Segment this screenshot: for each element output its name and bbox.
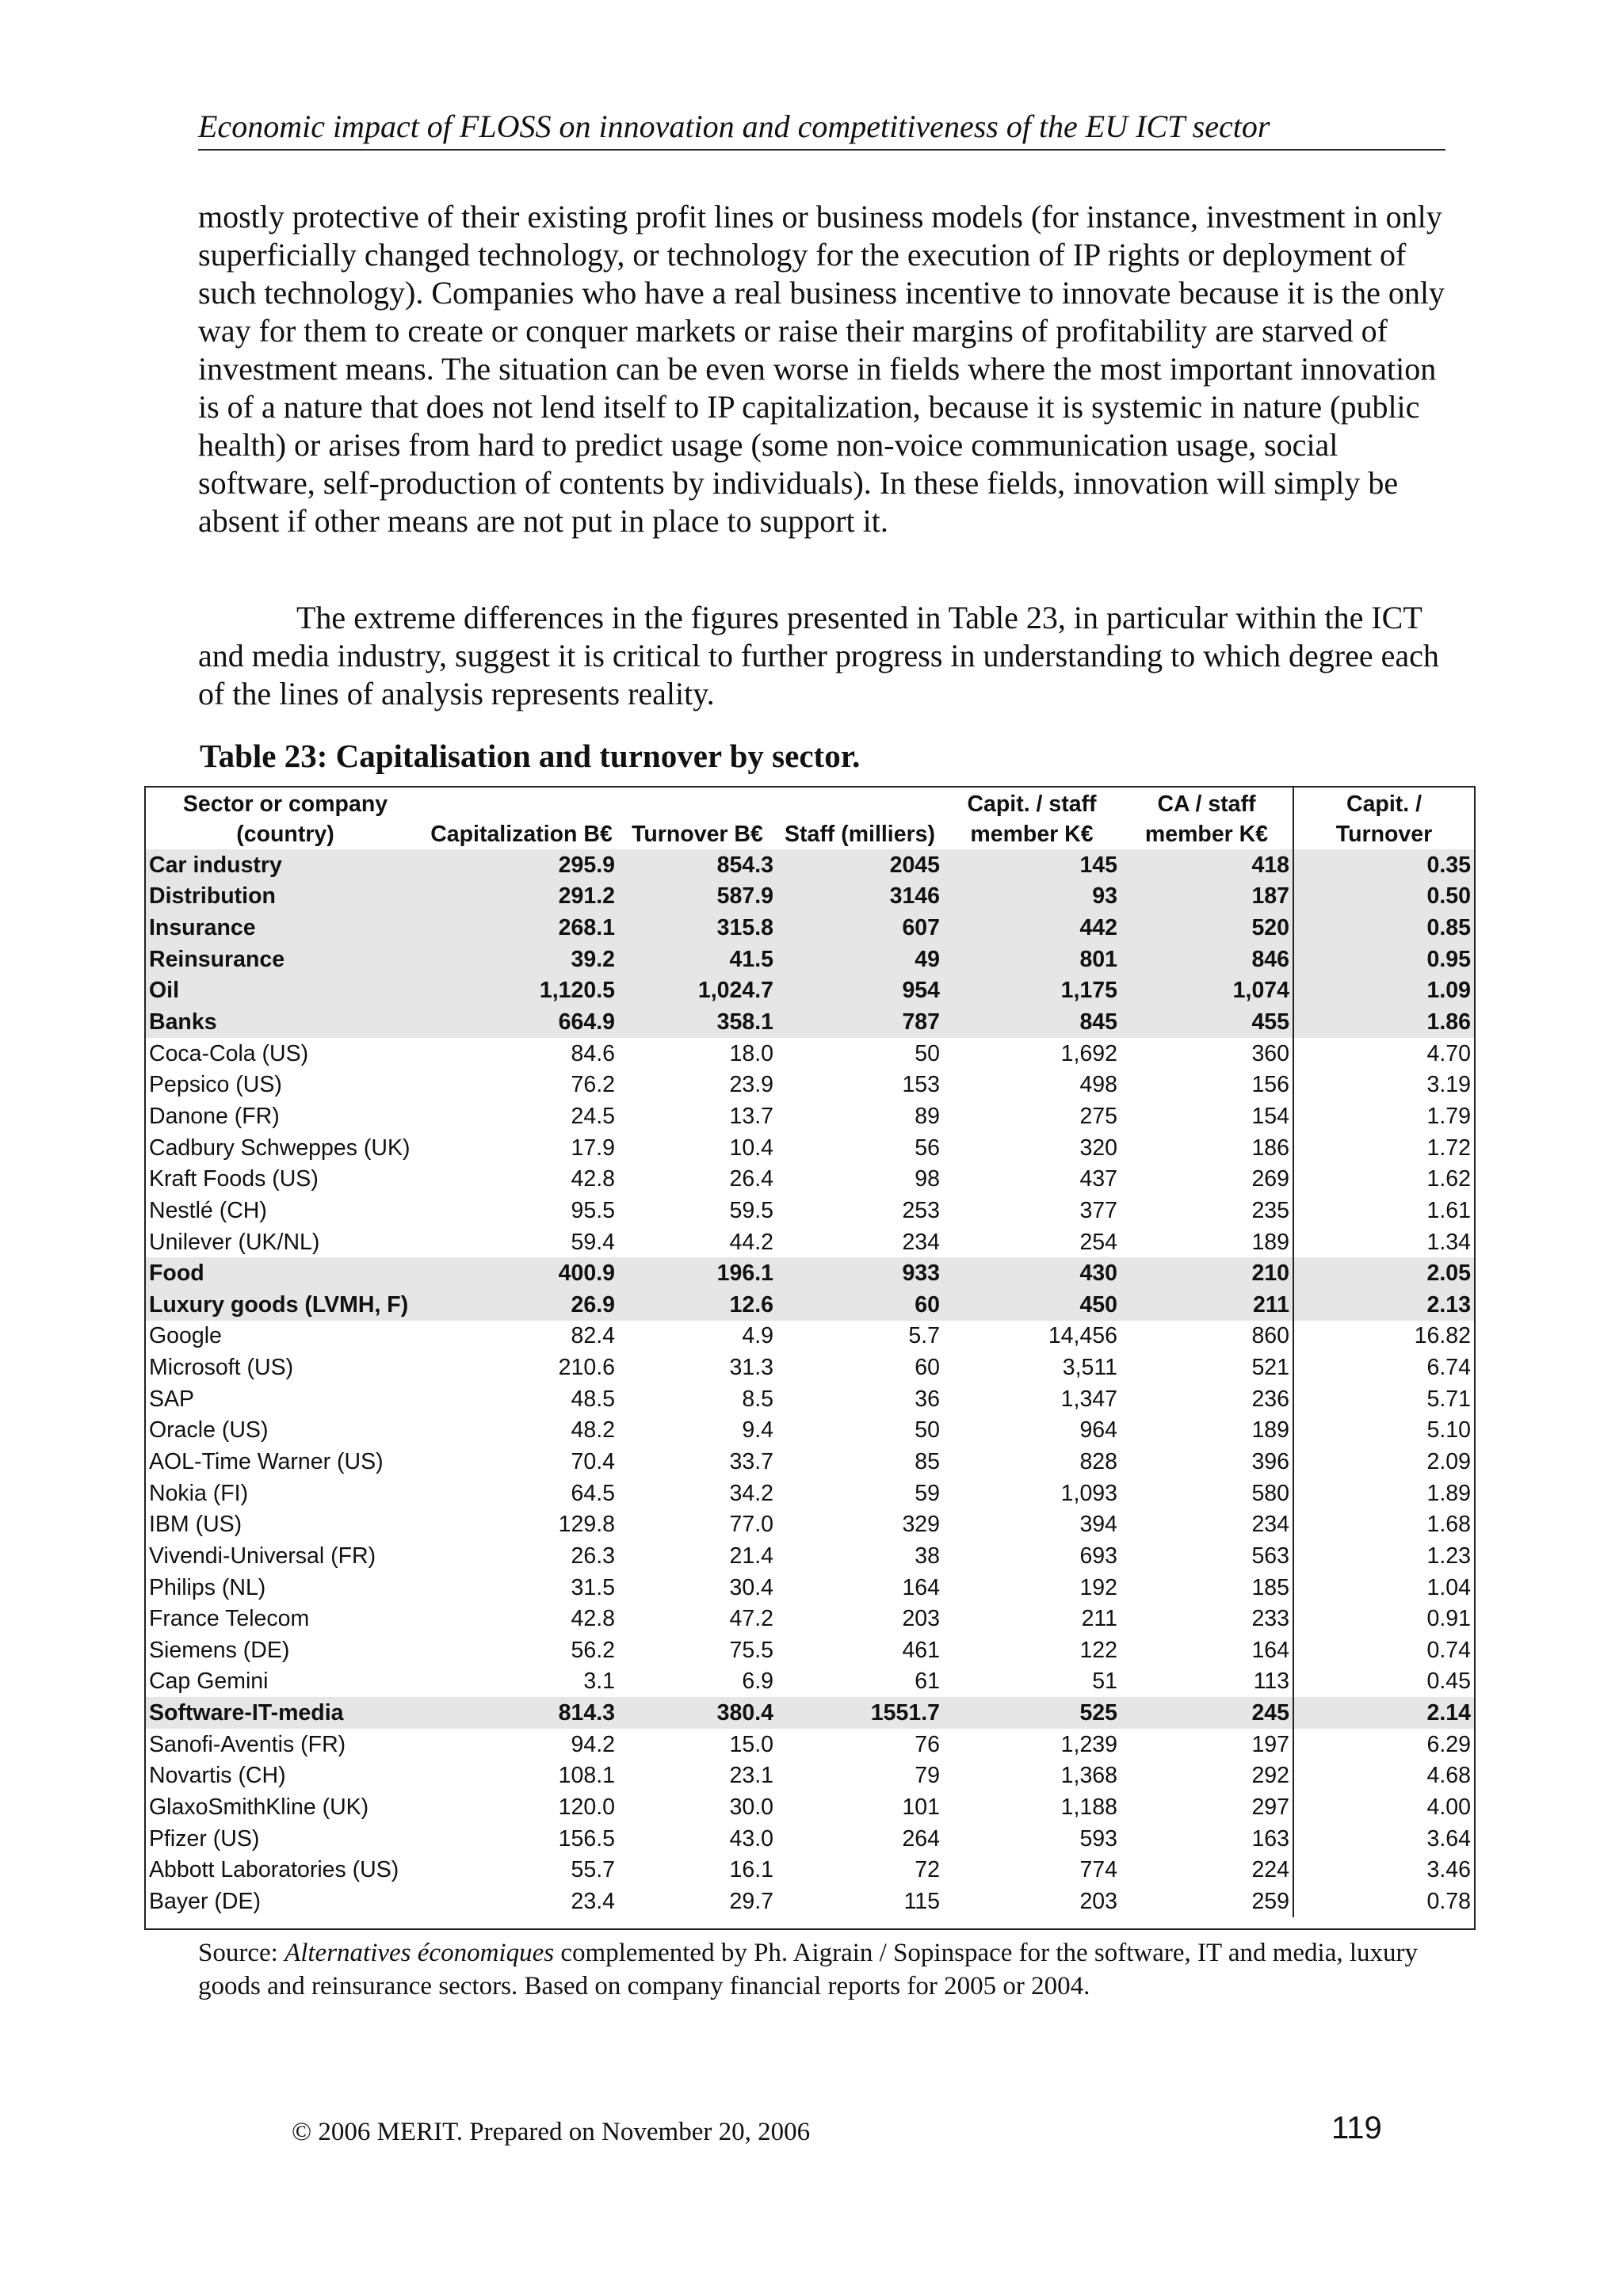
table-cell: 43.0 bbox=[729, 1825, 773, 1852]
table-cell: 5.10 bbox=[1293, 1415, 1474, 1447]
table-cell: 14,456 bbox=[1048, 1323, 1117, 1349]
table-row bbox=[146, 1729, 1474, 1760]
table-cell: 23.9 bbox=[729, 1072, 773, 1098]
row-label: GlaxoSmithKline (UK) bbox=[149, 1794, 369, 1821]
table-cell: 41.5 bbox=[618, 944, 777, 975]
table-cell: 203 bbox=[1079, 1888, 1117, 1914]
table-cell: 1,120.5 bbox=[425, 975, 618, 1007]
table-cell: 0.95 bbox=[1293, 944, 1474, 975]
table-cell: 94.2 bbox=[571, 1731, 615, 1757]
row-label: Philips (NL) bbox=[149, 1574, 266, 1600]
table-cell: 186 bbox=[1251, 1135, 1289, 1161]
table-row bbox=[146, 1446, 1474, 1478]
row-label: Luxury goods (LVMH, F) bbox=[146, 1289, 425, 1321]
row-label: IBM (US) bbox=[149, 1512, 242, 1538]
row-label: Cadbury Schweppes (UK) bbox=[149, 1135, 411, 1161]
table-cell: 61 bbox=[915, 1669, 940, 1695]
table-cell: 163 bbox=[1251, 1825, 1289, 1852]
table-cell: 234 bbox=[902, 1229, 940, 1255]
table-cell: 156.5 bbox=[558, 1825, 615, 1852]
row-label: Nokia (FI) bbox=[149, 1480, 249, 1506]
table-row bbox=[146, 1572, 1474, 1604]
table-cell: 358.1 bbox=[618, 1006, 777, 1038]
table-cell: 329 bbox=[902, 1512, 940, 1538]
table-row bbox=[146, 849, 1474, 881]
table-cell: 13.7 bbox=[729, 1103, 773, 1129]
row-label: Oil bbox=[146, 975, 425, 1007]
table-cell: 70.4 bbox=[571, 1448, 615, 1474]
table-cell: 23.1 bbox=[729, 1763, 773, 1789]
table-cell: 89 bbox=[915, 1103, 940, 1129]
table-cell: 30.0 bbox=[729, 1794, 773, 1821]
row-label: France Telecom bbox=[149, 1606, 310, 1632]
table-row bbox=[146, 1478, 1474, 1509]
column-header: Sector or company (country) bbox=[182, 791, 388, 847]
table-cell: 8.5 bbox=[742, 1386, 773, 1412]
row-label: Kraft Foods (US) bbox=[149, 1166, 319, 1192]
table-cell: 394 bbox=[1079, 1512, 1117, 1538]
table-cell: 55.7 bbox=[571, 1857, 615, 1883]
table-cell: 50 bbox=[915, 1040, 940, 1066]
table-row bbox=[146, 975, 1474, 1007]
table-cell: 76.2 bbox=[571, 1072, 615, 1098]
table-cell: 93 bbox=[943, 881, 1121, 913]
table-cell: 1,188 bbox=[1060, 1794, 1117, 1821]
table-cell: 1.62 bbox=[1293, 1163, 1474, 1195]
table-cell: 268.1 bbox=[425, 912, 618, 944]
table-cell: 854.3 bbox=[618, 849, 777, 881]
table-cell: 2.14 bbox=[1293, 1697, 1474, 1729]
body-paragraph-2: The extreme differences in the figures presented in Table 23, in particular within the ICT and media industry, suggest it is critical to further progress in understanding to which degree each of the lines of analysis represents reality. bbox=[198, 600, 1439, 711]
table-cell: 64.5 bbox=[571, 1480, 615, 1506]
table-cell: 455 bbox=[1121, 1006, 1293, 1038]
table-cell: 1,368 bbox=[1060, 1763, 1117, 1789]
table-row bbox=[146, 1603, 1474, 1634]
source-publication: Alternatives économiques bbox=[285, 1939, 555, 1967]
table-cell: 153 bbox=[902, 1072, 940, 1098]
table-cell: 587.9 bbox=[618, 881, 777, 913]
table-cell: 0.74 bbox=[1293, 1634, 1474, 1666]
row-label: Novartis (CH) bbox=[149, 1763, 286, 1789]
table-cell: 297 bbox=[1251, 1794, 1289, 1821]
row-label: Sanofi-Aventis (FR) bbox=[149, 1731, 346, 1757]
table-row bbox=[146, 1321, 1474, 1352]
table-cell: 23.4 bbox=[571, 1888, 615, 1914]
table-cell: 3146 bbox=[777, 881, 943, 913]
row-label: AOL-Time Warner (US) bbox=[149, 1448, 384, 1474]
table-cell: 211 bbox=[1081, 1606, 1117, 1632]
table-cell: 60 bbox=[915, 1355, 940, 1381]
table-cell: 1,347 bbox=[1060, 1386, 1117, 1412]
table-cell: 1.79 bbox=[1293, 1100, 1474, 1132]
table-row bbox=[146, 1289, 1474, 1321]
table-cell: 954 bbox=[777, 975, 943, 1007]
table-cell: 51 bbox=[1092, 1669, 1117, 1695]
table-cell: 814.3 bbox=[425, 1697, 618, 1729]
table-cell: 50 bbox=[915, 1417, 940, 1444]
table-cell: 185 bbox=[1251, 1574, 1289, 1600]
row-label: Coca-Cola (US) bbox=[149, 1040, 309, 1066]
table-cell: 933 bbox=[777, 1257, 943, 1289]
table-cell: 1,239 bbox=[1060, 1731, 1117, 1757]
row-label: Pepsico (US) bbox=[149, 1072, 282, 1098]
table-cell: 210 bbox=[1121, 1257, 1293, 1289]
table-cell: 377 bbox=[1079, 1197, 1117, 1223]
table-cell: 6.74 bbox=[1293, 1352, 1474, 1383]
table-cell: 21.4 bbox=[729, 1543, 773, 1569]
table-cell: 236 bbox=[1251, 1386, 1289, 1412]
table-cell: 1.89 bbox=[1293, 1478, 1474, 1509]
table-cell: 31.3 bbox=[729, 1355, 773, 1381]
table-cell: 79 bbox=[915, 1763, 940, 1789]
table-row bbox=[146, 1666, 1474, 1698]
table-cell: 442 bbox=[943, 912, 1121, 944]
table-cell: 664.9 bbox=[425, 1006, 618, 1038]
table-cell: 33.7 bbox=[729, 1448, 773, 1474]
table-cell: 30.4 bbox=[729, 1574, 773, 1600]
table-cell: 774 bbox=[1079, 1857, 1117, 1883]
table-cell: 196.1 bbox=[618, 1257, 777, 1289]
table-cell: 235 bbox=[1251, 1197, 1289, 1223]
row-label: Nestlé (CH) bbox=[149, 1197, 267, 1223]
table-cell: 860 bbox=[1251, 1323, 1289, 1349]
row-label: Danone (FR) bbox=[149, 1103, 280, 1129]
table-cell: 1,024.7 bbox=[618, 975, 777, 1007]
table-cell: 4.00 bbox=[1293, 1791, 1474, 1823]
table-cell: 34.2 bbox=[729, 1480, 773, 1506]
table-cell: 6.29 bbox=[1293, 1729, 1474, 1760]
table-cell: 396 bbox=[1251, 1448, 1289, 1474]
table-cell: 5.71 bbox=[1293, 1383, 1474, 1415]
row-label: Abbott Laboratories (US) bbox=[149, 1857, 399, 1883]
table-cell: 607 bbox=[777, 912, 943, 944]
table-row bbox=[146, 1100, 1474, 1132]
table-cell: 26.9 bbox=[425, 1289, 618, 1321]
table-cell: 44.2 bbox=[729, 1229, 773, 1255]
table-cell: 122 bbox=[1079, 1637, 1117, 1663]
table-cell: 31.5 bbox=[571, 1574, 615, 1600]
data-table-frame bbox=[144, 786, 1476, 1930]
table-row bbox=[146, 1069, 1474, 1100]
row-label: Car industry bbox=[146, 849, 425, 881]
table-row bbox=[146, 1760, 1474, 1792]
row-label: Unilever (UK/NL) bbox=[149, 1229, 320, 1255]
table-cell: 846 bbox=[1121, 944, 1293, 975]
column-header: Capit. / staff member K€ bbox=[967, 791, 1097, 847]
table-cell: 108.1 bbox=[558, 1763, 615, 1789]
table-cell: 4.68 bbox=[1293, 1760, 1474, 1792]
table-cell: 192 bbox=[1079, 1574, 1117, 1600]
table-cell: 120.0 bbox=[558, 1794, 615, 1821]
table-cell: 450 bbox=[943, 1289, 1121, 1321]
table-cell: 254 bbox=[1079, 1229, 1117, 1255]
table-cell: 56 bbox=[915, 1135, 940, 1161]
column-header: Capit. / Turnover bbox=[1293, 788, 1474, 849]
table-cell: 0.91 bbox=[1293, 1603, 1474, 1634]
table-cell: 1.34 bbox=[1293, 1226, 1474, 1258]
footer-copyright: © 2006 MERIT. Prepared on November 20, 2006 bbox=[292, 2118, 811, 2146]
table-cell: 224 bbox=[1251, 1857, 1289, 1883]
table-cell: 48.5 bbox=[571, 1386, 615, 1412]
table-cell: 39.2 bbox=[425, 944, 618, 975]
table-cell: 1551.7 bbox=[777, 1697, 943, 1729]
table-cell: 1.72 bbox=[1293, 1132, 1474, 1164]
table-cell: 101 bbox=[902, 1794, 940, 1821]
column-header: Staff (milliers) bbox=[784, 822, 936, 847]
table-cell: 0.50 bbox=[1293, 881, 1474, 913]
table-cell: 77.0 bbox=[729, 1512, 773, 1538]
table-cell: 59.5 bbox=[729, 1197, 773, 1223]
table-cell: 3.19 bbox=[1293, 1069, 1474, 1100]
table-cell: 1,093 bbox=[1060, 1480, 1117, 1506]
table-cell: 292 bbox=[1251, 1763, 1289, 1789]
row-label: Distribution bbox=[146, 881, 425, 913]
table-row bbox=[146, 1132, 1474, 1164]
table-cell: 315.8 bbox=[618, 912, 777, 944]
table-row bbox=[146, 1508, 1474, 1540]
table-cell: 42.8 bbox=[571, 1166, 615, 1192]
table-cell: 787 bbox=[777, 1006, 943, 1038]
table-cell: 16.1 bbox=[729, 1857, 773, 1883]
table-cell: 693 bbox=[1079, 1543, 1117, 1569]
table-cell: 210.6 bbox=[558, 1355, 615, 1381]
row-label: Reinsurance bbox=[146, 944, 425, 975]
table-cell: 16.82 bbox=[1293, 1321, 1474, 1352]
table-cell: 211 bbox=[1121, 1289, 1293, 1321]
column-header: CA / staff member K€ bbox=[1144, 791, 1269, 847]
table-cell: 145 bbox=[943, 849, 1121, 881]
table-cell: 113 bbox=[1253, 1669, 1289, 1695]
table-cell: 2.05 bbox=[1293, 1257, 1474, 1289]
table-cell: 2045 bbox=[777, 849, 943, 881]
table-cell: 1,175 bbox=[943, 975, 1121, 1007]
table-row bbox=[146, 1195, 1474, 1226]
table-cell: 275 bbox=[1079, 1103, 1117, 1129]
table-header-row bbox=[146, 788, 1474, 849]
table-cell: 59.4 bbox=[571, 1229, 615, 1255]
row-label: Microsoft (US) bbox=[149, 1355, 294, 1381]
table-cell: 24.5 bbox=[571, 1103, 615, 1129]
column-header: Turnover B€ bbox=[632, 822, 763, 847]
running-header: Economic impact of FLOSS on innovation and competitiveness of the EU ICT sector bbox=[198, 108, 1445, 151]
row-label: SAP bbox=[149, 1386, 195, 1412]
table-cell: 82.4 bbox=[571, 1323, 615, 1349]
table-cell: 520 bbox=[1121, 912, 1293, 944]
row-label: Insurance bbox=[146, 912, 425, 944]
table-cell: 1.68 bbox=[1293, 1508, 1474, 1540]
table-cell: 498 bbox=[1079, 1072, 1117, 1098]
table-cell: 18.0 bbox=[729, 1040, 773, 1066]
table-cell: 60 bbox=[777, 1289, 943, 1321]
table-cell: 72 bbox=[915, 1857, 940, 1883]
table-cell: 5.7 bbox=[908, 1323, 940, 1349]
table-row bbox=[146, 1697, 1474, 1729]
column-header: Capitalization B€ bbox=[430, 822, 613, 847]
table-cell: 42.8 bbox=[571, 1606, 615, 1632]
table-cell: 461 bbox=[902, 1637, 940, 1663]
table-cell: 259 bbox=[1251, 1888, 1289, 1914]
table-cell: 164 bbox=[902, 1574, 940, 1600]
table-row bbox=[146, 1634, 1474, 1666]
row-label: Pfizer (US) bbox=[149, 1825, 260, 1852]
table-cell: 75.5 bbox=[729, 1637, 773, 1663]
table-row bbox=[146, 1383, 1474, 1415]
row-label: Siemens (DE) bbox=[149, 1637, 290, 1663]
table-cell: 129.8 bbox=[558, 1512, 615, 1538]
table-cell: 2.09 bbox=[1293, 1446, 1474, 1478]
table-cell: 0.35 bbox=[1293, 849, 1474, 881]
table-cell: 0.85 bbox=[1293, 912, 1474, 944]
table-cell: 2.13 bbox=[1293, 1289, 1474, 1321]
table-row bbox=[146, 944, 1474, 975]
table-cell: 0.78 bbox=[1293, 1886, 1474, 1917]
table-cell: 59 bbox=[915, 1480, 940, 1506]
table-cell: 197 bbox=[1251, 1731, 1289, 1757]
table-cell: 3,511 bbox=[1062, 1355, 1117, 1381]
table-row bbox=[146, 881, 1474, 913]
table-cell: 1.04 bbox=[1293, 1572, 1474, 1604]
table-cell: 47.2 bbox=[729, 1606, 773, 1632]
table-cell: 85 bbox=[915, 1448, 940, 1474]
row-label: Food bbox=[146, 1257, 425, 1289]
table-cell: 203 bbox=[902, 1606, 940, 1632]
row-label: Cap Gemini bbox=[149, 1669, 269, 1695]
table-cell: 320 bbox=[1079, 1135, 1117, 1161]
table-row bbox=[146, 1038, 1474, 1070]
table-cell: 580 bbox=[1251, 1480, 1289, 1506]
table-cell: 245 bbox=[1121, 1697, 1293, 1729]
table-cell: 1.09 bbox=[1293, 975, 1474, 1007]
table-cell: 95.5 bbox=[571, 1197, 615, 1223]
table-body bbox=[146, 849, 1474, 1917]
table-cell: 4.9 bbox=[742, 1323, 773, 1349]
table-cell: 521 bbox=[1251, 1355, 1289, 1381]
capitalisation-table bbox=[146, 788, 1474, 1917]
table-row bbox=[146, 1415, 1474, 1447]
table-cell: 1.61 bbox=[1293, 1195, 1474, 1226]
row-label: Google bbox=[149, 1323, 222, 1349]
table-cell: 253 bbox=[902, 1197, 940, 1223]
table-cell: 418 bbox=[1121, 849, 1293, 881]
table-cell: 1,692 bbox=[1060, 1040, 1117, 1066]
table-cell: 437 bbox=[1079, 1166, 1117, 1192]
row-label: Software-IT-media bbox=[146, 1697, 425, 1729]
row-label: Oracle (US) bbox=[149, 1417, 269, 1444]
table-cell: 189 bbox=[1251, 1229, 1289, 1255]
table-cell: 10.4 bbox=[729, 1135, 773, 1161]
table-cell: 269 bbox=[1251, 1166, 1289, 1192]
table-cell: 164 bbox=[1251, 1637, 1289, 1663]
row-label: Vivendi-Universal (FR) bbox=[149, 1543, 376, 1569]
table-cell: 291.2 bbox=[425, 881, 618, 913]
table-cell: 115 bbox=[903, 1888, 940, 1914]
table-cell: 48.2 bbox=[571, 1417, 615, 1444]
table-cell: 295.9 bbox=[425, 849, 618, 881]
table-cell: 29.7 bbox=[729, 1888, 773, 1914]
table-row bbox=[146, 1855, 1474, 1886]
table-cell: 0.45 bbox=[1293, 1666, 1474, 1698]
table-cell: 380.4 bbox=[618, 1697, 777, 1729]
table-cell: 264 bbox=[902, 1825, 940, 1852]
table-cell: 36 bbox=[915, 1386, 940, 1412]
table-cell: 3.1 bbox=[583, 1669, 615, 1695]
table-row bbox=[146, 1226, 1474, 1258]
row-label: Bayer (DE) bbox=[149, 1888, 261, 1914]
table-cell: 234 bbox=[1251, 1512, 1289, 1538]
table-row bbox=[146, 1886, 1474, 1917]
table-cell: 525 bbox=[943, 1697, 1121, 1729]
page-number: 119 bbox=[1331, 2111, 1382, 2145]
table-cell: 56.2 bbox=[571, 1637, 615, 1663]
table-cell: 187 bbox=[1121, 881, 1293, 913]
source-note: Source: Alternatives économiques complemented by Ph. Aigrain / Sopinspace for the software, IT and media, luxury goods and reinsurance sectors. Based on company financial reports for 2005 or 2004. bbox=[198, 1939, 1419, 2000]
table-cell: 4.70 bbox=[1293, 1038, 1474, 1070]
table-cell: 156 bbox=[1251, 1072, 1289, 1098]
body-paragraph-1: mostly protective of their existing profit lines or business models (for instance, investment in only superficially changed technology, or technology for the execution of IP rights or deployment of such technology). Companies who have a real business incentive to innovate because it is the only way for them to create or conquer markets or raise their margins of profitability are starved of investment means. The situation can be even worse in fields where the most important innovation is of a nature that does not lend itself to IP capitalization, because it is systemic in nature (public health) or arises from hard to predict usage (some non-voice communication usage, social software, self-production of contents by individuals). In these fields, innovation will simply be absent if other means are not put in place to support it. bbox=[198, 199, 1445, 539]
table-cell: 1.23 bbox=[1293, 1540, 1474, 1572]
table-cell: 17.9 bbox=[571, 1135, 615, 1161]
table-cell: 828 bbox=[1079, 1448, 1117, 1474]
table-cell: 845 bbox=[943, 1006, 1121, 1038]
table-cell: 26.4 bbox=[729, 1166, 773, 1192]
table-cell: 76 bbox=[915, 1731, 940, 1757]
table-cell: 26.3 bbox=[571, 1543, 615, 1569]
table-cell: 189 bbox=[1251, 1417, 1289, 1444]
table-cell: 801 bbox=[943, 944, 1121, 975]
table-row bbox=[146, 912, 1474, 944]
table-cell: 964 bbox=[1079, 1417, 1117, 1444]
table-cell: 593 bbox=[1079, 1825, 1117, 1852]
table-row bbox=[146, 1257, 1474, 1289]
table-cell: 3.64 bbox=[1293, 1823, 1474, 1855]
table-cell: 430 bbox=[943, 1257, 1121, 1289]
table-caption: Table 23: Capitalisation and turnover by sector. bbox=[200, 738, 861, 774]
table-row bbox=[146, 1352, 1474, 1383]
table-row bbox=[146, 1006, 1474, 1038]
table-row bbox=[146, 1791, 1474, 1823]
table-cell: 49 bbox=[777, 944, 943, 975]
table-cell: 360 bbox=[1251, 1040, 1289, 1066]
table-cell: 15.0 bbox=[729, 1731, 773, 1757]
table-cell: 1,074 bbox=[1121, 975, 1293, 1007]
table-cell: 38 bbox=[915, 1543, 940, 1569]
table-cell: 154 bbox=[1251, 1103, 1289, 1129]
table-cell: 12.6 bbox=[618, 1289, 777, 1321]
table-cell: 233 bbox=[1251, 1606, 1289, 1632]
table-cell: 6.9 bbox=[742, 1669, 773, 1695]
table-cell: 98 bbox=[915, 1166, 940, 1192]
row-label: Banks bbox=[146, 1006, 425, 1038]
table-row bbox=[146, 1540, 1474, 1572]
table-cell: 84.6 bbox=[571, 1040, 615, 1066]
table-row bbox=[146, 1163, 1474, 1195]
table-cell: 3.46 bbox=[1293, 1855, 1474, 1886]
table-cell: 400.9 bbox=[425, 1257, 618, 1289]
table-cell: 1.86 bbox=[1293, 1006, 1474, 1038]
table-cell: 563 bbox=[1251, 1543, 1289, 1569]
table-cell: 9.4 bbox=[742, 1417, 773, 1444]
table-row bbox=[146, 1823, 1474, 1855]
